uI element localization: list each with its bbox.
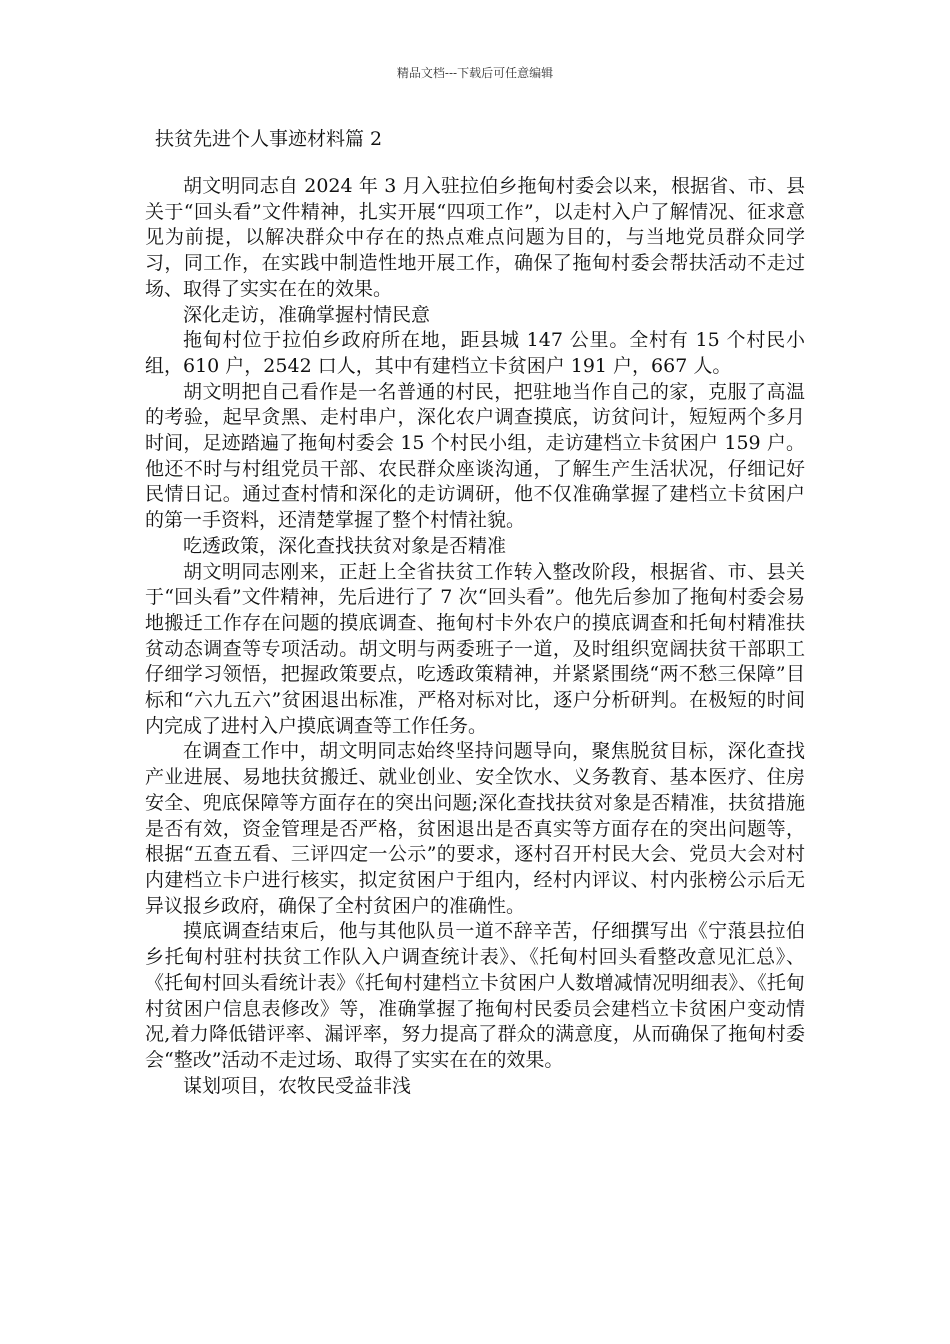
document-body bbox=[145, 174, 805, 1099]
paragraph-investigation: 在调查工作中，胡文明同志始终坚持问题导向，聚焦脱贫目标，深化查找产业进展、易地扶贫搬迁、就业创业、安全饮水、义务教育、基本医疗、住房安全、兜底保障等方面存在的突出问题;深化查找扶贫对象是否精准，扶贫措施是否有效，资金管理是否严格，贫困退出是否真实等方面存在的突出问题等，根据“五查五看、三评四定一公示”的要求，逐村召开村民大会、党员大会对村内建档立卡户进行核实，拟定贫困户于组内，经村内评议、村内张榜公示后无异议报乡政府，确保了全村贫困户的准确性。 bbox=[145, 740, 805, 917]
paragraph-intro: 胡文明同志自 2024 年 3 月入驻拉伯乡拖甸村委会以来，根据省、市、县关于“回头看”文件精神，扎实开展“四项工作”，以走村入户了解情况、征求意见为前提，以解决群众中存在的热点难点问题为目的，与当地党员群众同学习，同工作，在实践中制造性地开展工作，确保了拖甸村委会帮扶活动不走过场、取得了实实在在的效果。 bbox=[145, 175, 805, 300]
section-heading-projects: 谋划项目，农牧民受益非浅 bbox=[183, 1074, 412, 1097]
paragraph-visits-detail: 胡文明把自己看作是一名普通的村民，把驻地当作自己的家，克服了高温的考验，起早贪黑、走村串户，深化农户调查摸底，访贫问计，短短两个多月时间，足迹踏遍了拖甸村委会 15 个村民小组，走访建档立卡贫困户 159 户。他还不时与村组党员干部、农民群众座谈沟通，了解生产生活状况，仔细记好民情日记。通过查村情和深化的走访调研，他不仅准确掌握了建档立卡贫困户的第一手资料，还清楚掌握了整个村情社貌。 bbox=[145, 380, 805, 532]
paragraph-reports: 摸底调查结束后，他与其他队员一道不辞辛苦，仔细撰写出《宁蒗县拉伯乡托甸村驻村扶贫工作队入户调查统计表》、《托甸村回头看整改意见汇总》、《托甸村回头看统计表》《托甸村建档立卡贫困户人数增减情况明细表》、《托甸村贫困户信息表修改》等，准确掌握了拖甸村民委员会建档立卡贫困户变动情况,着力降低错评率、漏评率，努力提高了群众的满意度，从而确保了拖甸村委会“整改”活动不走过场、取得了实实在在的效果。 bbox=[145, 920, 805, 1071]
paragraph-policy-detail: 胡文明同志刚来，正赶上全省扶贫工作转入整改阶段，根据省、市、县关于“回头看”文件精神，先后进行了 7 次“回头看”。他先后参加了拖甸村委会易地搬迁工作存在问题的摸底调查、拖甸村卡外农户的摸底调查和托甸村精准扶贫动态调查等专项活动。胡文明与两委班子一道，及时组织宽阔扶贫干部职工仔细学习领悟，把握政策要点，吃透政策精神，并紧紧围绕“两不愁三保障”目标和“六九五六”贫困退出标准，严格对标对比，逐户分析研判。在极短的时间内完成了进村入户摸底调查等工作任务。 bbox=[145, 560, 805, 737]
page-header-note: 精品文档---下载后可任意编辑 bbox=[396, 66, 554, 80]
section-heading-policy: 吃透政策，深化查找扶贫对象是否精准 bbox=[183, 534, 507, 557]
paragraph-village-profile: 拖甸村位于拉伯乡政府所在地，距县城 147 公里。全村有 15 个村民小组，610 户，2542 口人，其中有建档立卡贫困户 191 户，667 人。 bbox=[145, 329, 805, 377]
section-heading-visits: 深化走访，准确掌握村情民意 bbox=[183, 303, 431, 326]
document-title: 扶贫先进个人事迹材料篇 2 bbox=[155, 128, 383, 150]
